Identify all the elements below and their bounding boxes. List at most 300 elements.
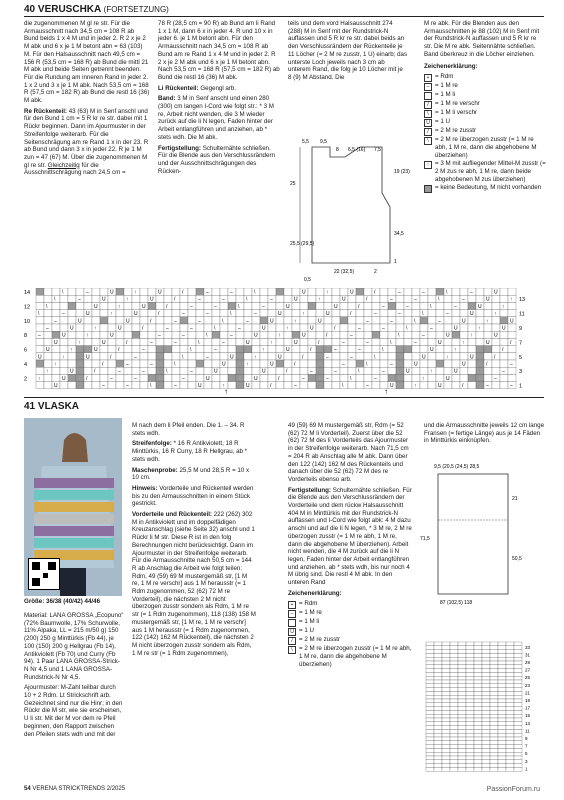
chart-cell <box>500 331 508 338</box>
chart2-cell <box>482 669 490 673</box>
chart-cell <box>508 367 516 374</box>
chart-symbol: \ <box>198 339 200 346</box>
chart-cell <box>60 367 68 374</box>
chart-cell <box>276 382 284 389</box>
chart2-cell <box>474 764 482 768</box>
chart2-cell <box>498 710 506 714</box>
chart-symbol: – <box>214 347 217 354</box>
chart-cell <box>436 324 444 331</box>
chart-cell <box>468 295 476 302</box>
chart2-cell <box>442 710 450 714</box>
key2-label: = 1 M re <box>299 609 322 617</box>
chart-symbol: \ <box>238 303 240 310</box>
chart-symbol: – <box>334 347 337 354</box>
chart-cell <box>428 353 436 360</box>
chart-cell <box>508 310 516 317</box>
chart2-cell <box>426 710 434 714</box>
chart-cell <box>316 367 324 374</box>
chart-cell <box>436 367 444 374</box>
sch-h4: 34,5 <box>394 231 404 237</box>
chart2-cell <box>482 691 490 695</box>
chart-symbol: \ <box>206 332 208 339</box>
chart2-cell <box>506 661 514 665</box>
chart-cell <box>452 317 460 324</box>
note-text: Vorderteile und Rückenteil werden bis zu den Armausschnitten in einem Stück gestrickt. <box>132 484 254 508</box>
chart-symbol: – <box>390 296 393 303</box>
chart-cell <box>476 374 484 381</box>
chart-cell <box>148 374 156 381</box>
note-title: Hinweis: <box>132 484 158 492</box>
chart-symbol: – <box>54 318 57 325</box>
chart2-cell <box>482 756 490 760</box>
chart-cell <box>196 346 204 353</box>
chart-cell <box>124 374 132 381</box>
chart-cell <box>476 317 484 324</box>
chart-cell <box>324 360 332 367</box>
chart-symbol: U <box>294 296 298 303</box>
chart-cell <box>124 302 132 309</box>
chart-cell <box>500 317 508 324</box>
chart-cell <box>36 360 44 367</box>
chart-symbol: \ <box>366 361 368 368</box>
chart-cell <box>188 382 196 389</box>
chart-cell <box>316 310 324 317</box>
chart-symbol: – <box>246 318 249 325</box>
chart-cell <box>164 288 172 295</box>
chart2-cell <box>482 653 490 657</box>
chart-cell <box>420 360 428 367</box>
chart-cell <box>284 374 292 381</box>
chart-symbol: / <box>294 361 296 368</box>
chart-cell <box>292 346 300 353</box>
chart-cell <box>220 367 228 374</box>
chart-cell <box>460 310 468 317</box>
chart-symbol: – <box>150 361 153 368</box>
chart-cell <box>236 346 244 353</box>
chart2-cell <box>482 741 490 745</box>
chart2-cell <box>474 741 482 745</box>
chart-cell <box>452 353 460 360</box>
chart-cell <box>388 288 396 295</box>
chart-cell <box>388 324 396 331</box>
chart-cell <box>204 346 212 353</box>
chart-symbol: / <box>102 361 104 368</box>
chart-symbol: \ <box>390 339 392 346</box>
chart-symbol: \ <box>182 354 184 361</box>
chart-cell <box>332 353 340 360</box>
chart-cell <box>180 367 188 374</box>
chart-row-label-right: 13 <box>519 297 526 304</box>
chart-cell <box>492 317 500 324</box>
chart2-cell <box>426 669 434 673</box>
key1-label: = 2 M re zusstr <box>435 127 477 135</box>
chart-symbol: – <box>142 347 145 354</box>
chart-symbol: – <box>494 375 497 382</box>
chart-symbol: \ <box>350 375 352 382</box>
chart-symbol: \ <box>358 368 360 375</box>
chart-cell <box>180 302 188 309</box>
chart-symbol: U <box>142 303 146 310</box>
chart-cell <box>180 382 188 389</box>
chart2-cell <box>466 745 474 749</box>
chart-symbol: ↑ <box>502 303 505 310</box>
chart2-cell <box>426 665 434 669</box>
chart-cell <box>484 302 492 309</box>
chart-symbol: U <box>342 296 346 303</box>
chart-symbol: / <box>278 375 280 382</box>
key2-symbol-icon: / <box>288 637 296 645</box>
chart2-cell <box>434 657 442 661</box>
chart2-row-label: 1 <box>525 766 528 772</box>
chart-symbol: ↑ <box>302 311 305 318</box>
chart2-cell <box>434 650 442 654</box>
chart-symbol: – <box>358 347 361 354</box>
chart-symbol: – <box>398 289 401 296</box>
chart-symbol: U <box>126 318 130 325</box>
chart-symbol: – <box>430 325 433 332</box>
chart2-cell <box>490 718 498 722</box>
chart-row-label-right: 1 <box>519 383 523 390</box>
chart-cell <box>140 288 148 295</box>
chart-cell <box>500 374 508 381</box>
text-right-back <box>24 108 150 177</box>
chart2-cell <box>450 737 458 741</box>
chart-cell <box>180 317 188 324</box>
s41-column-1 <box>24 612 124 741</box>
chart-cell <box>412 331 420 338</box>
chart2-cell <box>498 657 506 661</box>
size-text: Größe: 36/38 (40/42) 44/46 <box>24 598 101 605</box>
chart2-cell <box>442 688 450 692</box>
chart-cell <box>388 346 396 353</box>
key2-symbol-icon: – <box>288 610 296 618</box>
chart-cell <box>476 360 484 367</box>
chart-cell <box>140 374 148 381</box>
chart-cell <box>500 288 508 295</box>
chart-cell <box>364 346 372 353</box>
chart-symbol: – <box>230 332 233 339</box>
chart-cell <box>300 302 308 309</box>
chart-cell <box>156 338 164 345</box>
chart-symbol: \ <box>246 296 248 303</box>
chart-cell <box>156 346 164 353</box>
key1-symbol-icon <box>424 92 432 100</box>
chart-row-label-left: 8 <box>24 333 28 340</box>
chart-cell <box>316 302 324 309</box>
chart-cell <box>44 374 52 381</box>
chart-symbol: – <box>270 296 273 303</box>
chart-cell <box>100 374 108 381</box>
chart2-cell <box>506 665 514 669</box>
chart2-row-label: 13 <box>525 720 531 726</box>
key1-row <box>424 184 546 193</box>
chart-cell <box>236 353 244 360</box>
chart2-cell <box>458 661 466 665</box>
chart-cell <box>236 331 244 338</box>
chart-cell <box>436 288 444 295</box>
chart2-cell <box>474 676 482 680</box>
chart2-cell <box>490 737 498 741</box>
chart-cell <box>36 324 44 331</box>
chart2-cell <box>466 672 474 676</box>
chart-cell <box>340 302 348 309</box>
chart-cell <box>460 331 468 338</box>
gauge <box>132 467 256 482</box>
chart2-row-label: 33 <box>525 644 531 650</box>
chart-symbol: – <box>182 332 185 339</box>
chart-symbol: ↑ <box>54 361 57 368</box>
chart-cell <box>52 353 60 360</box>
chart2-cell <box>426 676 434 680</box>
left-back-text: Gegengl arb. <box>200 84 237 92</box>
chart2-cell <box>482 722 490 726</box>
chart-cell <box>244 374 252 381</box>
chart2-cell <box>482 680 490 684</box>
chart-symbol: / <box>310 347 312 354</box>
key1-label: = 1 U <box>435 118 450 126</box>
chart2-cell <box>490 726 498 730</box>
chart2-cell <box>482 699 490 703</box>
chart-cell <box>188 374 196 381</box>
chart-cell <box>172 288 180 295</box>
key1-row <box>424 100 546 109</box>
chart2-cell <box>458 760 466 764</box>
chart-cell <box>252 346 260 353</box>
chart2-cell <box>506 767 514 771</box>
chart2-cell <box>506 695 514 699</box>
chart2-cell <box>474 680 482 684</box>
chart-cell <box>132 367 140 374</box>
chart-symbol: U <box>38 354 42 361</box>
chart-symbol: \ <box>62 289 64 296</box>
chart2-cell <box>458 726 466 730</box>
chart-cell <box>492 338 500 345</box>
chart-cell <box>100 324 108 331</box>
chart-cell <box>348 295 356 302</box>
chart-cell <box>68 353 76 360</box>
chart-symbol: U <box>310 325 314 332</box>
left-front-text: 49 (59) 69 M mustergemäß str, Rdm (= 52 (62) 72 M li Vorderteil). Zuerst über die 52 (62) 72 M des li Vorderteils das Ajourmuster in der Streifenfolge weiterarb. Nach 71,5 cm = 204 R ab Anschlag alle M abk. Dann über den 122 (142) 162 M des Rückenteils und danach über die 52 (62) 72 M des re Vorderteils ebenso arb. <box>288 422 409 483</box>
chart2-cell <box>490 733 498 737</box>
chart2-cell <box>514 718 522 722</box>
chart2-cell <box>490 722 498 726</box>
chart-symbol: U <box>54 339 58 346</box>
key1-row <box>424 91 546 100</box>
chart-symbol: U <box>278 354 282 361</box>
chart-symbol: – <box>198 318 201 325</box>
chart-cell <box>196 302 204 309</box>
chart2-cell <box>442 646 450 650</box>
chart-cell <box>412 288 420 295</box>
column-4 <box>424 20 546 193</box>
chart-cell <box>108 302 116 309</box>
chart-symbol: U <box>446 375 450 382</box>
chart2-cell <box>442 699 450 703</box>
chart-cell <box>260 295 268 302</box>
chart-symbol: U <box>262 368 266 375</box>
chart2-cell <box>514 699 522 703</box>
chart2-cell <box>514 756 522 760</box>
chart2-cell <box>426 688 434 692</box>
chart2-cell <box>474 646 482 650</box>
schematic-veruschka <box>290 135 420 285</box>
chart-symbol: U <box>414 361 418 368</box>
chart2-cell <box>474 703 482 707</box>
chart2-cell <box>506 710 514 714</box>
text-armholes: die zugenommenen M gl re str. Für die Armausschnitt nach 34,5 cm = 108 R ab Bund beids 1 x 4 M und in jeder 2. R 2 x je 2 M abk und 6 x je 1 M betont abn = 63 (103) M. Für den Halsausschnitt nach 49,5 cm = 156 R (53,5 cm = 168 R) ab Bund die mittl 21 M abk und beide Seiten getrennt beenden. Für die Rundung am inneren Rand in jeder 2. 1 x 2 und 3 x je 1 M abk. Nach 53,5 cm = 168 R (57,5 cm = 182 R) ab Bund die restl 16 (36) M abk. <box>24 20 150 105</box>
chart-cell <box>508 346 516 353</box>
chart-cell <box>108 367 116 374</box>
chart-cell <box>252 302 260 309</box>
chart-cell <box>164 360 172 367</box>
chart-symbol: ↑ <box>38 375 41 382</box>
sch-w2: 8 <box>336 147 339 153</box>
chart-cell <box>124 346 132 353</box>
chart-cell <box>372 331 380 338</box>
chart-cell <box>212 338 220 345</box>
chart2-cell <box>506 642 514 646</box>
chart-symbol: – <box>118 368 121 375</box>
chart2-cell <box>426 680 434 684</box>
chart2-cell <box>498 661 506 665</box>
chart-symbol: U <box>150 296 154 303</box>
band-text: 3 M in Senf anschl und einen 280 (300) cm langen I-Cord wie folgt str.: * 3 M re, Arbeit nicht wenden, die 3 M wieder zurück auf die li N legen, Faden hinter der Arbeit entlangführen und anziehen, ab * stets wdh. Die M abk. <box>158 95 274 141</box>
chart-cell <box>140 331 148 338</box>
chart-cell <box>140 295 148 302</box>
chart-symbol: / <box>486 361 488 368</box>
chart2-cell <box>506 699 514 703</box>
chart2-cell <box>434 646 442 650</box>
chart-symbol: \ <box>438 296 440 303</box>
chart-cell <box>148 288 156 295</box>
chart-cell <box>236 310 244 317</box>
chart2-cell <box>458 642 466 646</box>
chart-cell <box>124 331 132 338</box>
chart2-cell <box>434 741 442 745</box>
chart2-cell <box>474 650 482 654</box>
chart-cell <box>284 295 292 302</box>
chart2-cell <box>466 737 474 741</box>
key1-symbol-icon: / <box>424 128 432 136</box>
chart-symbol: ↑ <box>126 296 129 303</box>
chart2-row-label: 31 <box>525 652 531 658</box>
chart-cell <box>156 374 164 381</box>
chart-cell <box>196 374 204 381</box>
chart2-cell <box>474 695 482 699</box>
vlaska-h1: 21 <box>512 496 518 502</box>
key1-row <box>424 109 546 118</box>
chart2-cell <box>498 722 506 726</box>
chart-cell <box>444 324 452 331</box>
chart2-cell <box>474 653 482 657</box>
chart-cell <box>468 324 476 331</box>
s41-key-title: Zeichenerklärung: <box>288 589 342 597</box>
chart-cell <box>92 338 100 345</box>
chart-cell <box>68 331 76 338</box>
chart-symbol: U <box>222 361 226 368</box>
qr-code[interactable] <box>28 558 60 590</box>
chart-cell <box>468 302 476 309</box>
s41-column-3 <box>288 422 412 669</box>
chart2-cell <box>498 748 506 752</box>
chart-cell <box>100 317 108 324</box>
chart2-cell <box>434 760 442 764</box>
chart-cell <box>364 324 372 331</box>
chart2-cell <box>466 718 474 722</box>
chart-cell <box>172 331 180 338</box>
chart-cell <box>508 353 516 360</box>
chart-cell <box>132 324 140 331</box>
vlaska-top: 9,5 (20,5 (24,5) 28,5 <box>434 464 480 470</box>
chart-cell <box>44 288 52 295</box>
chart-cell <box>60 295 68 302</box>
chart-cell <box>468 360 476 367</box>
chart2-row-label: 15 <box>525 713 531 719</box>
chart2-cell <box>434 691 442 695</box>
chart2-cell <box>434 707 442 711</box>
chart-symbol: U <box>470 311 474 318</box>
finishing-title: Fertigstellung: <box>158 144 201 152</box>
chart-symbol: – <box>46 325 49 332</box>
chart2-cell <box>466 657 474 661</box>
chart2-cell <box>506 680 514 684</box>
sch-w1: 9,5 <box>320 139 327 145</box>
chart2-cell <box>466 729 474 733</box>
chart-cell <box>396 374 404 381</box>
chart-symbol: U <box>334 303 338 310</box>
chart2-cell <box>490 767 498 771</box>
chart-cell <box>148 367 156 374</box>
chart2-cell <box>506 722 514 726</box>
right-back-end: für die Ausschnittschrägung nach 24,5 cm = <box>24 161 126 177</box>
chart2-cell <box>482 646 490 650</box>
chart-cell <box>68 317 76 324</box>
chart-row-label-right: 3 <box>519 369 523 376</box>
chart-symbol: – <box>174 318 177 325</box>
chart2-cell <box>466 650 474 654</box>
chart2-cell <box>498 756 506 760</box>
chart2-cell <box>514 722 522 726</box>
ajour-text: Ajourmuster: M-Zahl teilbar durch 10 + 2 Rdm. Lt Strickschrift arb. Gezeichnet sind nur die Hinr; in den Rückr die M str, wie sie erscheinen, U li str. Mit der M vor dem re Pfeil beginnen, den Rapport zwischen den Pfeilen stets wdh und mit der <box>24 684 123 738</box>
chart-cell <box>476 310 484 317</box>
chart2-cell <box>434 680 442 684</box>
chart-cell <box>92 317 100 324</box>
chart2-cell <box>474 737 482 741</box>
chart2-cell <box>506 669 514 673</box>
chart-cell <box>364 353 372 360</box>
key1-symbol-icon: ↑ <box>424 161 432 169</box>
key2-row <box>288 645 412 669</box>
chart-cell <box>180 346 188 353</box>
chart2-cell <box>434 718 442 722</box>
chart2-cell <box>498 707 506 711</box>
chart-cell <box>396 367 404 374</box>
chart2-cell <box>426 767 434 771</box>
chart-symbol: ↑ <box>70 347 73 354</box>
chart-cell <box>148 324 156 331</box>
page-number: 54 <box>24 786 31 792</box>
chart-cell <box>164 331 172 338</box>
chart2-cell <box>450 760 458 764</box>
chart-symbol: U <box>70 325 74 332</box>
chart-cell <box>508 288 516 295</box>
chart2-row-label: 3 <box>525 758 528 764</box>
chart-cell <box>324 346 332 353</box>
chart2-cell <box>514 695 522 699</box>
chart-symbol: U <box>390 383 394 390</box>
chart2-cell <box>514 760 522 764</box>
chart-cell <box>228 302 236 309</box>
